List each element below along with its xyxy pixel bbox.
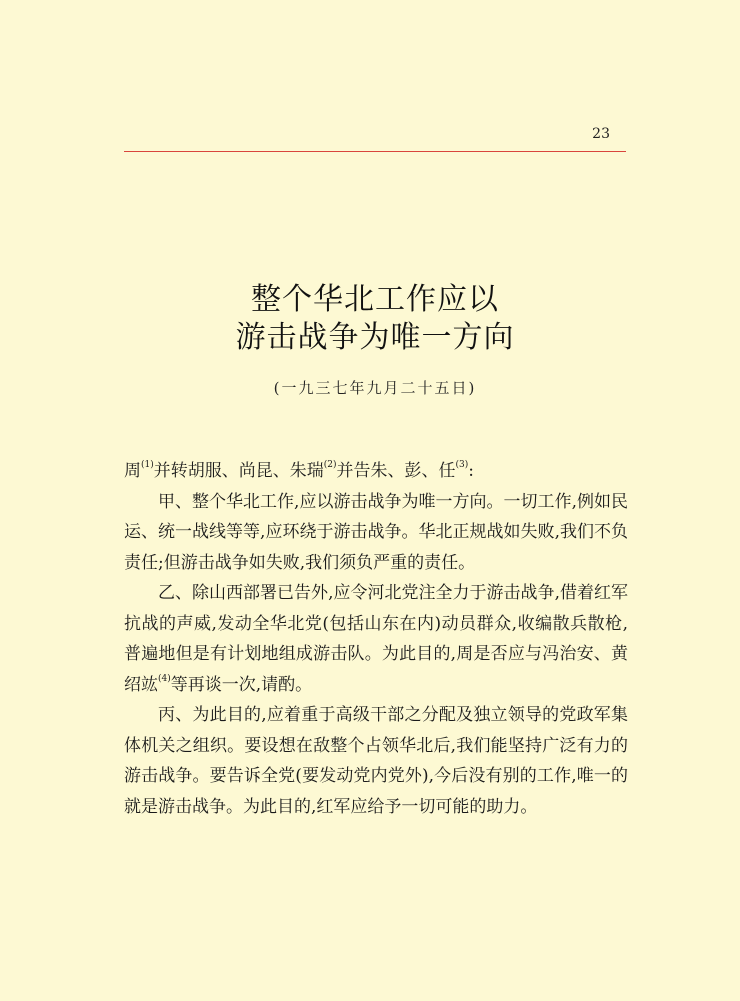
footnote-ref-3: (3) [455,460,469,471]
paragraph-jia: 甲、整个华北工作,应以游击战争为唯一方向。一切工作,例如民运、统一战线等等,应环绕于游击战争。华北正规战如失败,我们不负责任;但游击战争如失败,我们须负严重的责任。 [124,491,628,573]
page-number: 23 [592,126,610,142]
paragraph-yi-part-1: 乙、除山西部署已告外,应令河北党注全力于游击战争,借着红军抗战的声威,发动全华北党(包括山东在内)动员群众,收编散兵散枪,普遍地但是有计划地组成游击队。为此目的,周是否应与冯治安、黄绍竑 [124,583,628,695]
title-line-2: 游击战争为唯一方向 [235,320,515,355]
document-title [124,281,626,357]
salutation-part-4: : [468,461,474,481]
footnote-ref-1: (1) [141,460,154,471]
header-rule [124,151,626,152]
paragraph-bing: 丙、为此目的,应着重于高级干部之分配及独立领导的党政军集体机关之组织。要设想在敌整个占领华北后,我们能坚持广泛有力的游击战争。要告诉全党(要发动党内党外),今后没有别的工作,唯一的就是游击战争。为此目的,红军应给予一切可能的助力。 [124,705,628,817]
footnote-ref-2: (2) [323,460,337,471]
document-body [124,456,628,822]
salutation [124,456,628,487]
paragraph-yi [124,578,628,700]
document-date: (一九三七年九月二十五日) [273,379,477,397]
salutation-part-1: 周 [124,461,141,481]
salutation-part-3: 并告朱、彭、任 [336,461,456,481]
paragraph-yi-part-2: 等再谈一次,请酌。 [170,674,313,695]
salutation-part-2: 并转胡服、尚昆、朱瑞 [153,461,324,481]
title-line-1: 整个华北工作应以 [251,282,499,317]
footnote-ref-4: (4) [158,673,171,684]
